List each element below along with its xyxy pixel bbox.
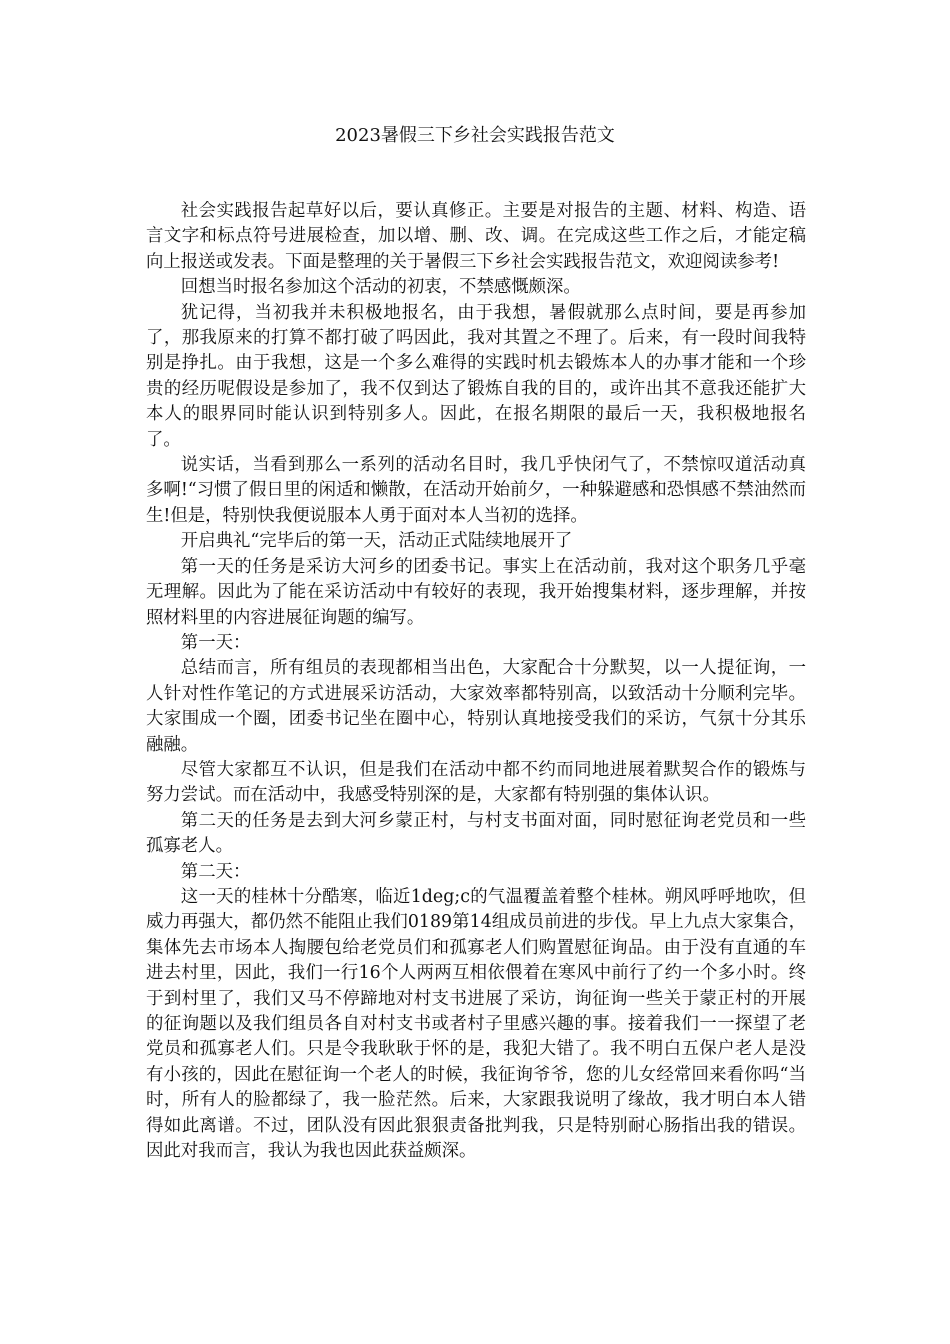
paragraph: 总结而言，所有组员的表现都相当出色，大家配合十分默契，以一人提征询，一人针对性作笔记的方式进展采访活动，大家效率都特别高，以致活动十分顺利完毕。大家围成一个圈，团委书记坐在圈中心，特别认真地接受我们的采访，气氛十分其乐融融。 [146,658,806,755]
document-body [146,199,806,1164]
paragraph: 回想当时报名参加这个活动的初衷，不禁感慨颇深。 [180,277,581,298]
paragraph: 这一天的桂林十分酷寒，临近1deg;c的气温覆盖着整个桂林。朔风呼呼地吹，但威力再强大，都仍然不能阻止我们0189第14组成员前进的步伐。早上九点大家集合，集体先去市场本人掏腰包给老党员们和孤寡老人们购置慰征询品。由于没有直通的车进去村里，因此，我们一行16个人两两互相依偎着在寒风中前行了约一个多小时。终于到村里了，我们又马不停蹄地对村支书进展了采访，询征询一些关于蒙正村的开展的征询题以及我们组员各自对村支书或者村子里感兴趣的事。接着我们一一探望了老党员和孤寡老人们。只是令我耿耿于怀的是，我犯大错了。我不明白五保户老人是没有小孩的，因此在慰征询一个老人的时候，我征询爷爷，您的儿女经常回来看你吗“当时，所有人的脸都绿了，我一脸茫然。后来，大家跟我说明了缘故，我才明白本人错得如此离谱。不过，团队没有因此狠狠责备批判我，只是特别耐心肠指出我的错误。因此对我而言，我认为我也因此获益颇深。 [146,886,806,1162]
paragraph: 尽管大家都互不认识，但是我们在活动中都不约而同地进展着默契合作的锻炼与努力尝试。而在活动中，我感受特别深的是，大家都有特别强的集体认识。 [146,759,806,806]
section-heading: 第一天： [180,632,251,653]
paragraph: 开启典礼“完毕后的第一天，活动正式陆续地展开了 [180,531,573,552]
document-title: 2023暑假三下乡社会实践报告范文 [335,125,615,146]
section-heading: 第二天： [180,861,251,882]
paragraph: 社会实践报告起草好以后，要认真修正。主要是对报告的主题、材料、构造、语言文字和标点符号进展检查，加以增、删、改、调。在完成这些工作之后，才能定稿向上报送或发表。下面是整理的关于暑假三下乡社会实践报告范文，欢迎阅读参考! [146,201,806,272]
paragraph: 第一天的任务是采访大河乡的团委书记。事实上在活动前，我对这个职务几乎毫无理解。因此为了能在采访活动中有较好的表现，我开始搜集材料，逐步理解，并按照材料里的内容进展征询题的编写。 [146,556,806,628]
paragraph: 说实话，当看到那么一系列的活动名目时，我几乎快闭气了，不禁惊叹道活动真多啊!“习惯了假日里的闲适和懒散，在活动开始前夕，一种躲避感和恐惧感不禁油然而生!但是，特别快我便说服本人勇于面对本人当初的选择。 [146,455,806,526]
paragraph: 第二天的任务是去到大河乡蒙正村，与村支书面对面，同时慰征询老党员和一些孤寡老人。 [146,810,806,857]
paragraph: 犹记得，当初我并未积极地报名，由于我想，暑假就那么点时间，要是再参加了，那我原来的打算不都打破了吗因此，我对其置之不理了。后来，有一段时间我特别是挣扎。由于我想，这是一个多么难得的实践时机去锻炼本人的办事才能和一个珍贵的经历呢假设是参加了，我不仅到达了锻炼自我的目的，或许出其不意我还能扩大本人的眼界同时能认识到特别多人。因此，在报名期限的最后一天，我积极地报名了。 [146,302,806,450]
